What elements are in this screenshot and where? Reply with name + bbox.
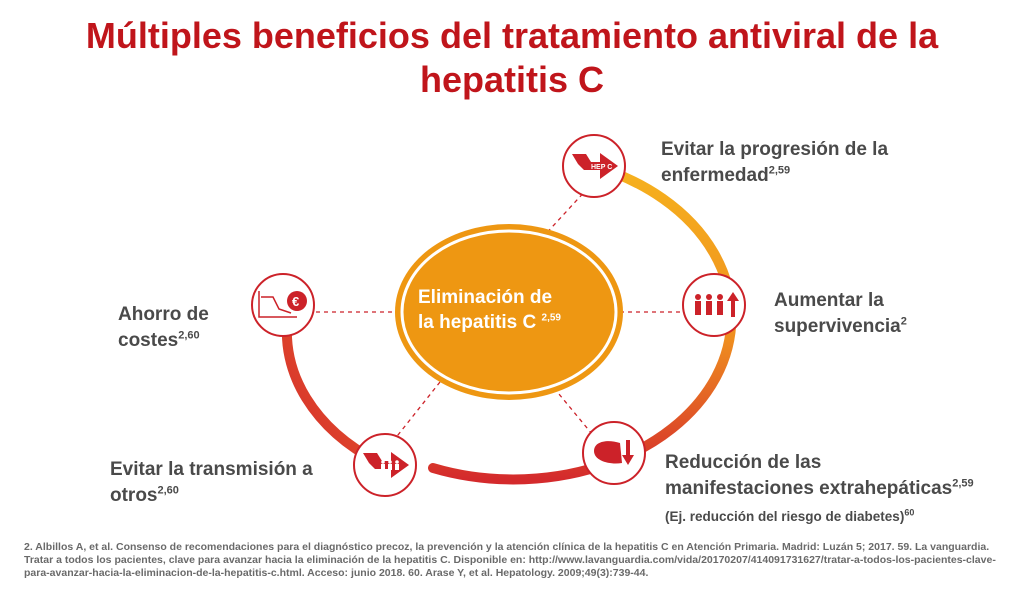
benefit-savings-line1: Ahorro de [118,304,209,325]
benefit-extrahepatic-line1: Reducción de las [665,452,822,473]
center-label-line2: la hepatitis C [418,312,537,333]
references-footnote: 2. Albillos A, et al. Consenso de recomendaciones para el diagnóstico precoz, la prevención y la atención clínica de la hepatitis C en Atención Primaria. Madrid: Luzán 5; 2017. 59. La vanguardia. Tratar a todos los pacientes, clave para avanzar hacia la eliminación de la hepatitis C. Disponible en: http://www.lavanguardia.com/vida/20170207/414091731627/tratar-a-todos-los-pacientes-clave-para-avanzar-hacia-la-eliminacion-de-la-hepatitis-c.html. Acceso: junio 2018. 60. Arase Y, et al. Hepatology. 2009;49(3):739-44. [24,541,996,579]
benefit-progression-ref: 2,59 [768,164,791,177]
center-label-line1: Eliminación de [418,287,553,308]
cycle-ring-left [287,316,378,462]
page-title: Múltiples beneficios del tratamiento antiviral de la hepatitis C [85,15,939,100]
benefit-survival-ref: 2 [900,315,907,328]
connector-extrahepatic [554,388,592,434]
arrow-people-icon [354,434,416,496]
benefit-survival-line2: supervivencia [774,316,901,337]
benefit-transmission-line1: Evitar la transmisión a [110,459,313,480]
benefit-extrahepatic-example [665,508,914,526]
benefit-extrahepatic [665,450,974,502]
benefit-survival [774,288,907,340]
benefit-transmission-line2: otros [110,485,158,506]
benefit-transmission-ref: 2,60 [157,484,179,497]
center-label [418,285,598,335]
benefit-extrahepatic-line2: manifestaciones extrahepáticas [665,478,953,499]
benefit-progression-line2: enfermedad [661,165,769,186]
benefit-extrahepatic-sub: (Ej. reducción del riesgo de diabetes) [665,509,905,524]
organ-down-arrow-icon [583,422,645,484]
benefit-progression-line1: Evitar la progresión de la [661,139,889,160]
euro-icon-text: € [292,294,300,309]
benefit-savings-ref: 2,60 [178,329,200,342]
benefit-extrahepatic-ref: 2,59 [952,477,974,490]
euro-down-chart-icon [252,274,314,336]
arrow-hep-c-icon [563,135,625,197]
benefit-savings [118,302,209,354]
benefit-savings-line2: costes [118,330,179,351]
people-up-arrow-icon [683,274,745,336]
benefit-survival-line1: Aumentar la [774,290,884,311]
connector-transmission [394,382,440,440]
benefit-extrahepatic-sub-ref: 60 [904,507,915,518]
benefit-transmission [110,457,313,509]
hep-c-icon-text: HEP C [591,164,613,171]
benefit-progression [661,137,888,189]
center-label-ref: 2,59 [541,312,561,324]
